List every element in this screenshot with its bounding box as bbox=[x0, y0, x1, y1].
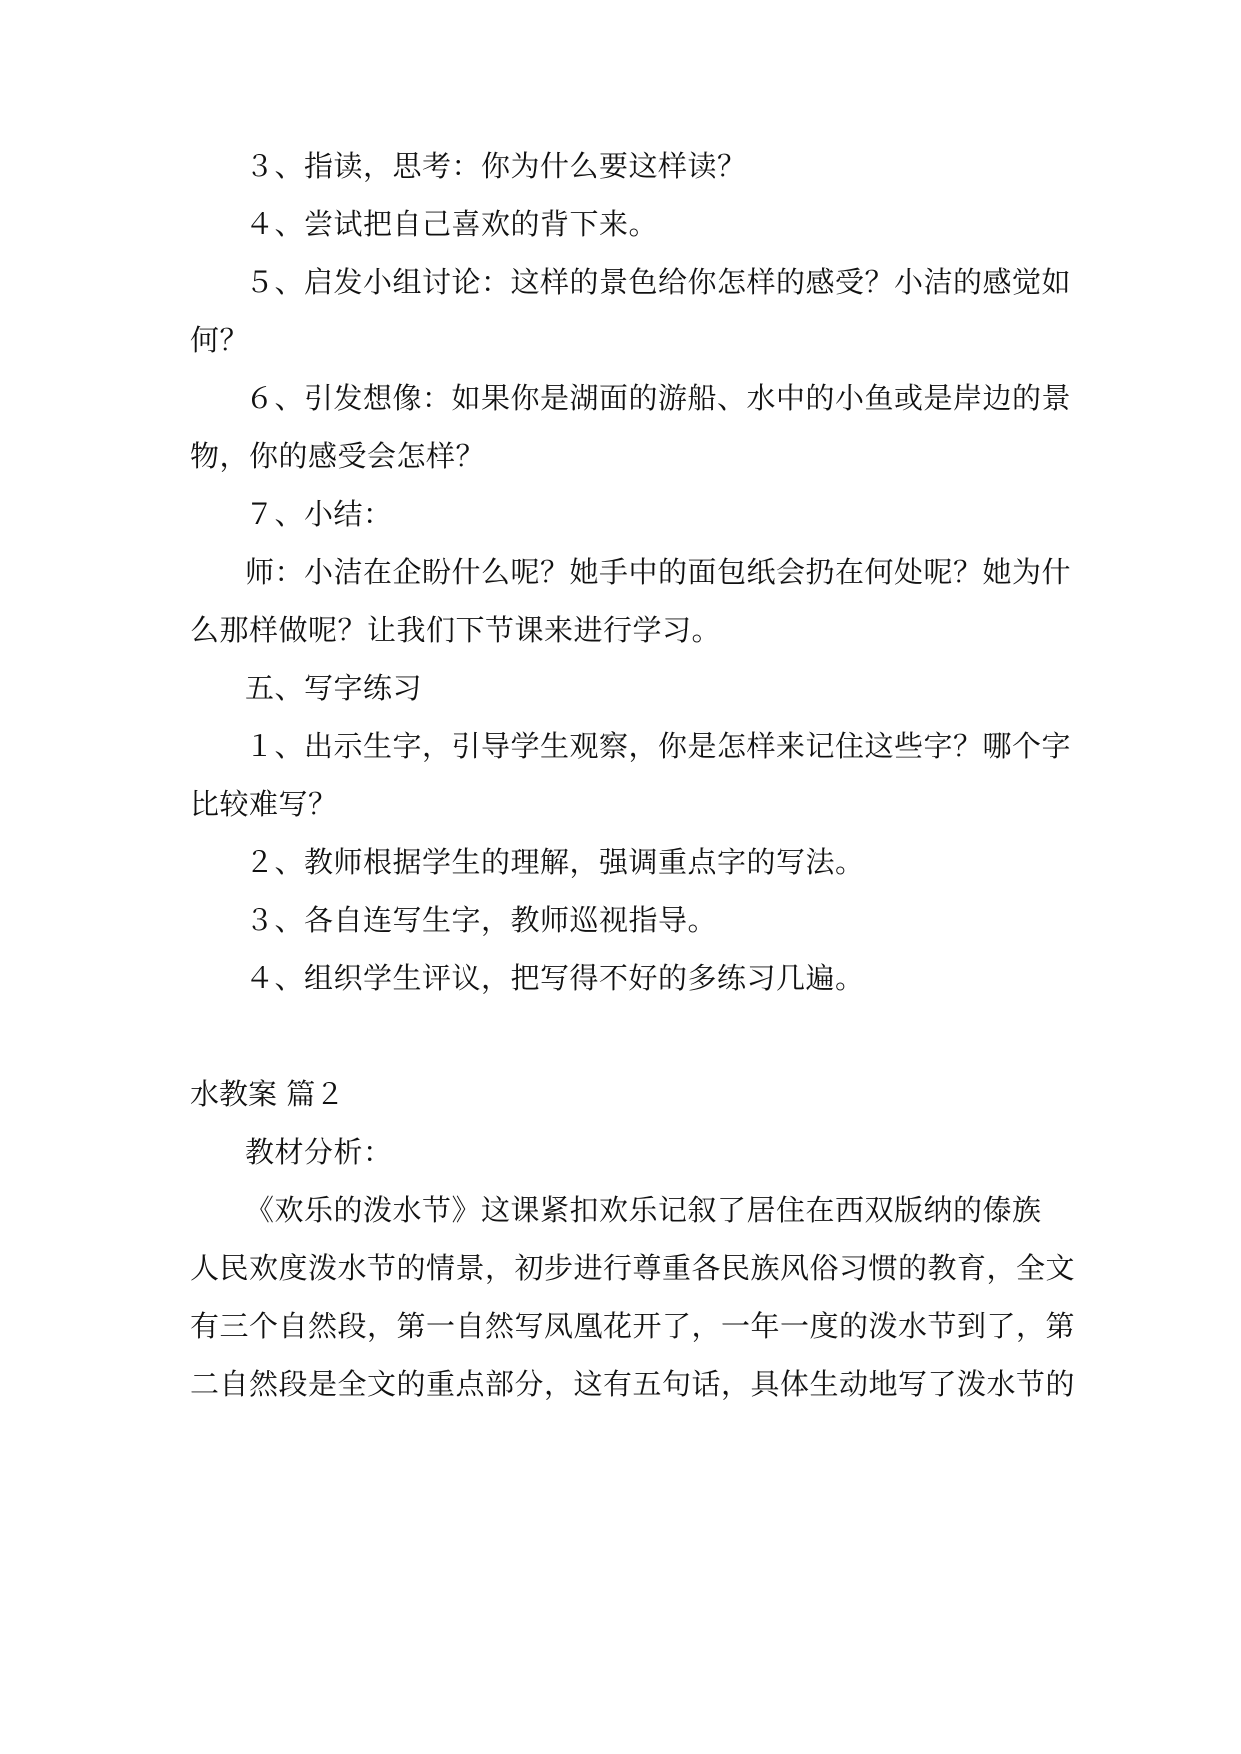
paragraph-line: 物，你的感受会怎样？ bbox=[190, 439, 486, 473]
section-title: 水教案 篇２ bbox=[190, 1077, 345, 1111]
paragraph-line: 师：小洁在企盼什么呢？她手中的面包纸会扔在何处呢？她为什 bbox=[245, 555, 1072, 589]
paragraph-line: 有三个自然段，第一自然写凤凰花开了，一年一度的泼水节到了，第 bbox=[190, 1309, 1076, 1343]
paragraph-line: ３、各自连写生字，教师巡视指导。 bbox=[245, 903, 718, 937]
paragraph-line: ４、尝试把自己喜欢的背下来。 bbox=[245, 207, 659, 241]
paragraph-line: ７、小结： bbox=[245, 497, 393, 531]
paragraph-line: 人民欢度泼水节的情景，初步进行尊重各民族风俗习惯的教育，全文 bbox=[190, 1251, 1076, 1285]
paragraph-line: 《欢乐的泼水节》这课紧扣欢乐记叙了居住在西双版纳的傣族 bbox=[245, 1193, 1042, 1227]
paragraph-line: ３、指读，思考：你为什么要这样读？ bbox=[245, 149, 747, 183]
paragraph-line: 二自然段是全文的重点部分，这有五句话，具体生动地写了泼水节的 bbox=[190, 1367, 1076, 1401]
paragraph-line: ２、教师根据学生的理解，强调重点字的写法。 bbox=[245, 845, 865, 879]
section-heading: 五、写字练习 bbox=[245, 671, 423, 705]
paragraph-line: ５、启发小组讨论：这样的景色给你怎样的感受？小洁的感觉如 bbox=[245, 265, 1072, 299]
paragraph-line: 么那样做呢？让我们下节课来进行学习。 bbox=[190, 613, 722, 647]
paragraph-line: ４、组织学生评议，把写得不好的多练习几遍。 bbox=[245, 961, 865, 995]
paragraph-line: 何？ bbox=[190, 323, 250, 357]
paragraph-line: １、出示生字，引导学生观察，你是怎样来记住这些字？哪个字 bbox=[245, 729, 1072, 763]
paragraph-line: 比较难写？ bbox=[190, 787, 338, 821]
paragraph-line: ６、引发想像：如果你是湖面的游船、水中的小鱼或是岸边的景 bbox=[245, 381, 1072, 415]
paragraph-line: 教材分析： bbox=[245, 1135, 393, 1169]
